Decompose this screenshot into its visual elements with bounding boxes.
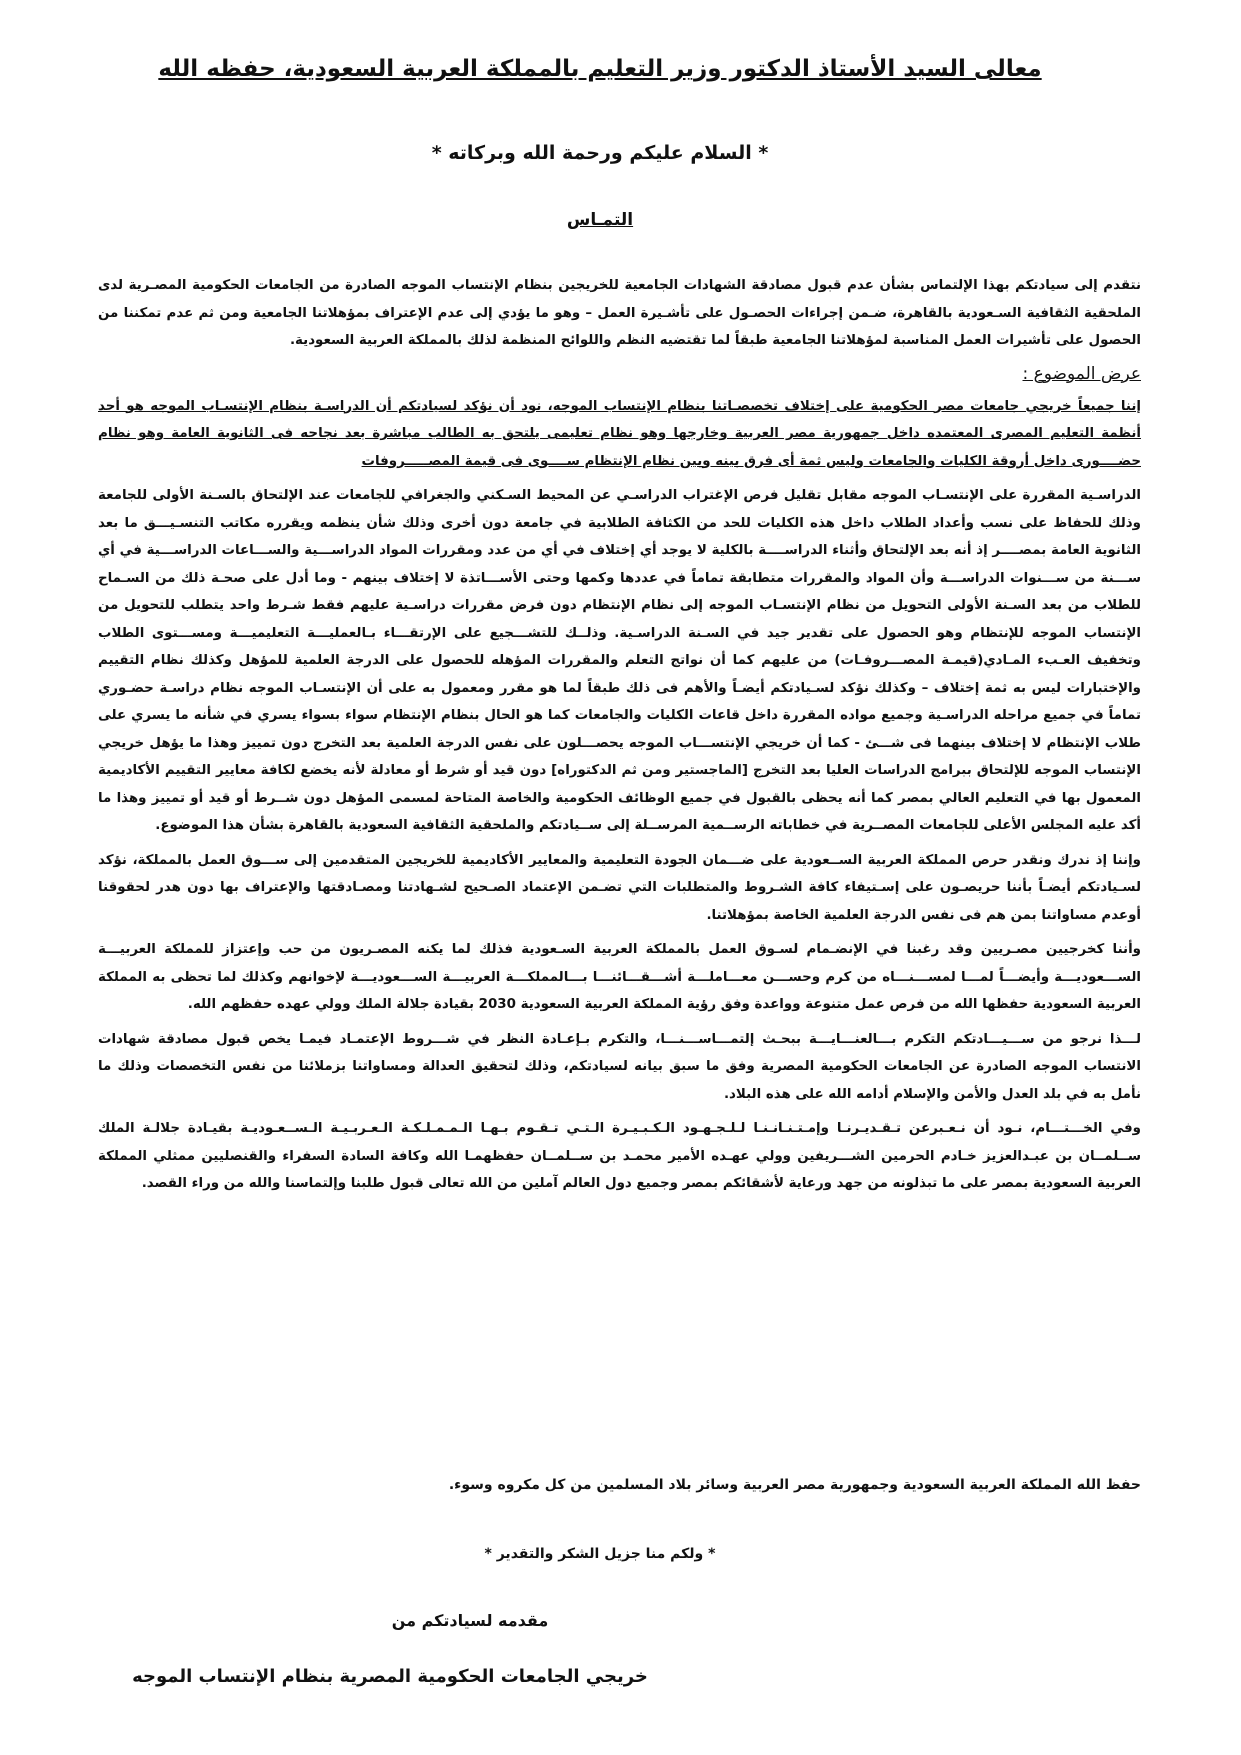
paragraph-subject-underlined: إننا جميعاً خريجي جامعات مصر الحكومية على إختلاف تخصصـاتنا بنظام الإنتساب الموجه، نود أن نؤكد لسيادتكم أن الدراسـة بنظام الإنتسـاب الموجه هو أحد أنظمة التعليم المصرى المعتمده داخل جمهورية مصر العربية وخارجها وهو نظام تعليمى يلتحق به الطالب مباشرة بعد نجاحه فى الثانوية العامة وهو نظام حضــــورى داخل أروقة الكليات والجامعات وليس ثمة أى فرق بينه وبين نظام الإنتظام ســــوى فى قيمة المصـــــروفات xyxy=(98,398,1141,469)
signature: خريجي الجامعات الحكومية المصرية بنظام الإنتساب الموجه xyxy=(132,1666,648,1687)
submitted-by: مقدمه لسيادتكم من xyxy=(391,1611,549,1630)
letter-heading: التمـاس xyxy=(566,210,634,230)
greeting: * السلام عليكم ورحمة الله وبركاته * xyxy=(431,142,769,164)
letter-title: معالى السيد الأستاذ الدكتور وزير التعليم بالمملكة العربية السعودية، حفظه الله xyxy=(158,56,1042,82)
paragraph-quality: وإننا إذ ندرك ونقدر حرص المملكة العربية الســعودية على ضـــمان الجودة التعليمية والمعايير الأكاديمية للخريجين المتقدمين إلى ســـوق العمل بالمملكة، نؤكد لسـيادتكم أيضـاً بأننا حريصـون على إسـتيفاء كافة الشـروط والمتطلبات التي تضـمن الإعتماد الصـحيح لشـهادتنا ومصـادقتها والإعتراف بها دون هدر لحقوقنا أوعدم مساواتنا بمن هم فى نفس الدرجة العلمية الخاصة بمؤهلاتنا. xyxy=(98,852,1141,923)
paragraph-details: الدراسـية المقررة على الإنتسـاب الموجه مقابل تقليل فرص الإغتراب الدراسـي عن المحيط السـكني والجغرافي للجامعات عند الإلتحاق بالسـنة الأولى للجامعة وذلك للحفاظ على نسب وأعداد الطلاب داخل هذه الكليات للحد من الكثافة الطلابية في جامعة دون أخرى وذلك شأن ينظمه ويقرره مكاتب التنسـيـــق ما بعد الثانوية العامة بمصــــر إذ أنه بعد الإلتحاق وأثناء الدراســــة بالكلية لا يوجد أي إختلاف في أي من عدد ومقررات المواد الدراســـية والســـاعات الدراســـية في أي ســـنة من ســـنوات الدراســـة وأن المواد والمقررات متطابقة تماماً في عددها وكمها وحتى الأســـاتذة لا إختلاف بينهم - وما أدل على صحـة ذلك من السـماح للطلاب من بعد السـنة الأولى التحويل من نظام الإنتسـاب الموجه إلى نظام الإنتظام دون فرض مقررات دراسـية عليهم فقط شـرط واحد يتطلب للتحويل من الإنتساب الموجه للإنتظام وهو الحصول على تقدير جيد في السـنة الدراسـية. وذلــك للتشـــجيع على الإرتقـــاء بـالعمليـــة التعليميـــة ومســـتوى الطلاب وتخفيف العـبء المـادي(قيمـة المصـــروفـات) من عليهم كما أن نواتج التعلم والمقررات المؤهله للحصول على الدرجة العلمية للمؤهل وكذلك نظام التقييم والإختبارات ليس به ثمة إختلاف – وكذلك نؤكد لسـيادتكم أيضـاً والأهم فى ذلك طبقاً لما هو مقرر ومعمول به على أن الإنتسـاب الموجه نظام دراسـة حضـوري تماماً في جميع مراحله الدراسـية وجميع مواده المقررة داخل قاعات الكليات والجامعات كما هو الحال بنظام الإنتظام سواء بسواء يسري في شأنه ما يسري على طلاب الإنتظام لا إختلاف بينهما فى شـــئ - كما أن خريجي الإنتســـاب الموجه يحصـــلون على نفس الدرجة العلمية بعد التخرج دون تمييز وهذا ما يؤهل خريجي الإنتساب الموجه للإلتحاق ببرامج الدراسات العليا بعد التخرج [الماجستير ومن ثم الدكتوراه] دون قيد أو شرط أو معادلة لأنه يخضع لكافة معايير التقييم الأكاديمية المعمول بها في التعليم العالي بمصر كما أنه يحظى بالقبول في جميع الوظائف الحكومية والخاصة المتاحة لمسمى المؤهل دون شــرط أو قيد أو تمييز وهذا ما أكد عليه المجلس الأعلى للجامعات المصــرية في خطاباته الرســمية المرســلة إلى ســيادتكم والملحقية الثقافية السعودية بالقاهرة بشأن هذا الموضوع. xyxy=(98,488,1141,833)
paragraph-request: لـــذا نرجو من ســـيـــادتكم التكرم بـــالعنـــايـــة ببحـث إلتمـــاســـنـــا، والتكرم بـإعـادة النظر في شـــروط الإعتمـاد فيمـا يخص قبول مصادقة شهادات الانتساب الموجه الصادرة عن الجامعات الحكومية المصرية وفق ما سبق بيانه لسيادتكم، وذلك لتحقيق العدالة ومساواتنا بزملائنا من نفس التخصصات وذلك ما نأمل به في بلد العدل والأمن والإسلام أدامه الله على هذه البلاد. xyxy=(98,1031,1141,1102)
paragraph-intro: نتقدم إلى سيادتكم بهذا الإلتماس بشأن عدم قبول مصادقة الشهادات الجامعية للخريجين بنظام الإنتساب الموجه الصادرة من الجامعات الحكومية المصـرية لدى الملحقية الثقافية السـعودية بالقاهرة، ضـمن إجراءات الحصـول على تأشـيرة العمل – وهو ما يؤدي إلى عدم الإعتراف بمؤهلاتنا الجامعية ومن ثم عدم تمكننا من الحصول على تأشيرات العمل المناسبة لمؤهلاتنا الجامعية طبقاً لما تقتضيه النظم واللوائح المنظمة لذلك بالمملكة العربية السعودية. xyxy=(98,278,1141,348)
closing-thanks: * ولكم منا جزيل الشكر والتقدير * xyxy=(484,1546,716,1562)
paragraph-labor-market: وأننا كخرجيين مصـريين وقد رغبنا في الإنضـمام لسـوق العمل بالمملكة العربية السـعودية فذلك لما يكنه المصـريون من حب وإعتزاز للمملكة العربيـــة الســـعوديـــة وأيضـــاً لمـــا لمســـنـــاه من كرم وحســـن معـــاملـــة أشـــقـــائنـــا بـــالمملكـــة العربيـــة الســـعوديـــة لإخوانهم وكذلك لما تحظى به المملكة العربية السعودية حفظها الله من فرص عمل متنوعة وواعدة وفق رؤية المملكة العربية السعودية 2030 بقيادة جلالة الملك وولي عهده حفظهم الله. xyxy=(98,942,1141,1012)
paragraph-conclusion: وفي الخـــتـــام، نـود أن نـعـبرعن تـقـديـرنـا وإمـتـنـانـنـا لـلـجـهـود الـكـبـيـرة الـتـي تـقـوم بـهـا الـمـمـلـكـة الـعـربـيـة الـســعـوديـة بقيـادة جلالـة الملك ســلمــان بن عبـدالعزيز خـادم الحرمين الشـــريفين وولي عهـده الأمير محمـد بن ســلمــان حفظهمـا الله وكافة السادة السفراء والقنصليين ممثلي المملكة العربية السعودية بمصر على ما تبذلونه من جهد ورعاية لأشقائكم بمصر وجميع دول العالم آملين من الله تعالى قبول طلبنا وإلتماسنا والله من وراء القصد. xyxy=(98,1121,1141,1191)
closing-prayer: حفظ الله المملكة العربية السعودية وجمهورية مصر العربية وسائر بلاد المسلمين من كل مكروه وسوء. xyxy=(448,1477,1141,1493)
subject-label: عرض الموضوع : xyxy=(1022,363,1141,384)
letter-body xyxy=(98,272,1141,1205)
